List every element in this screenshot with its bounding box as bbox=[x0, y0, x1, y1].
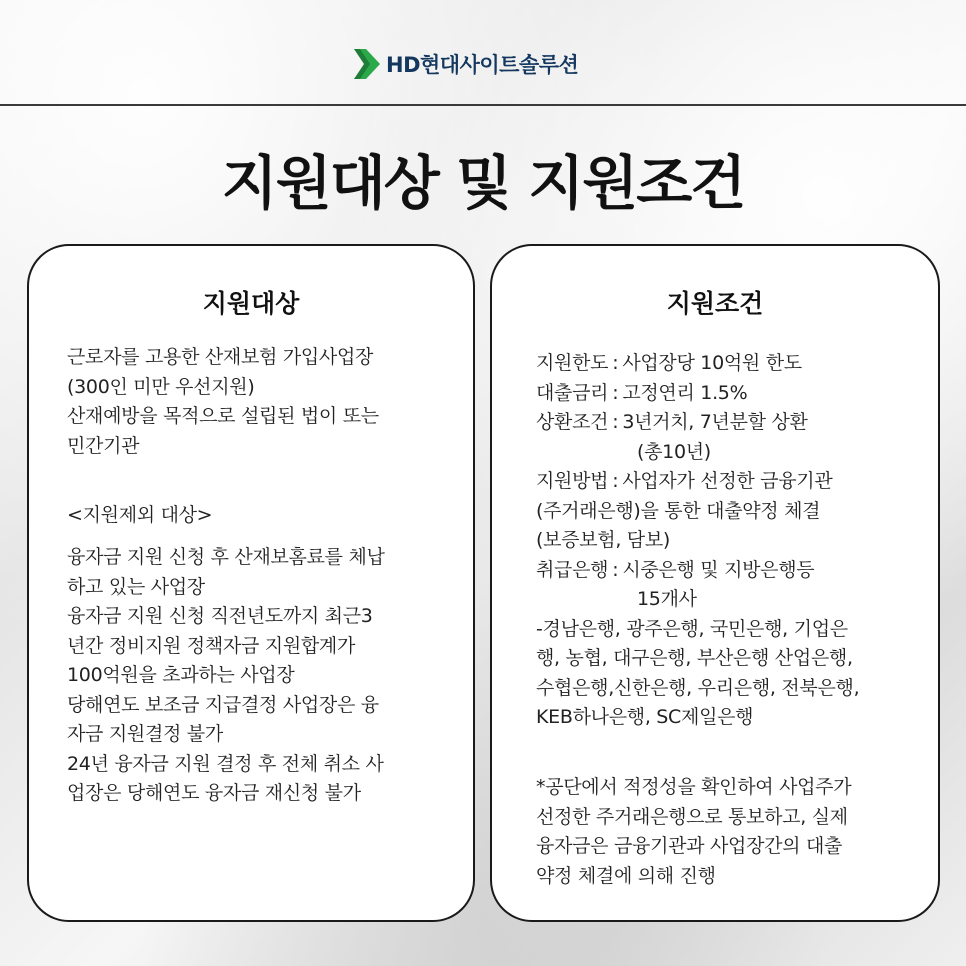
term-value-continued: (보증보험, 담보) bbox=[536, 529, 671, 551]
bank-list-line: 행, 농협, 대구은행, 부산은행 산업은행, bbox=[536, 647, 853, 669]
brand-name: HD현대사이트솔루션 bbox=[386, 53, 579, 77]
eligibility-card bbox=[27, 244, 475, 922]
term-key: 상환조건 bbox=[536, 411, 609, 433]
excluded-line: 24년 융자금 지원 결정 후 전체 취소 사 bbox=[67, 752, 384, 775]
note-line: 약정 체결에 의해 진행 bbox=[536, 864, 716, 887]
header-bar bbox=[0, 0, 966, 106]
excluded-line: 자금 지원결정 불가 bbox=[67, 723, 223, 745]
term-value: 사업장당 10억원 한도 bbox=[622, 352, 802, 374]
term-row-repayment bbox=[536, 408, 859, 438]
eligible-line: 민간기관 bbox=[67, 434, 140, 457]
excluded-line: 100억원을 초과하는 사업장 bbox=[67, 664, 295, 686]
bank-list-line: KEB하나은행, SC제일은행 bbox=[536, 706, 754, 728]
term-separator: : bbox=[612, 381, 619, 404]
term-key: 지원방법 bbox=[536, 470, 609, 492]
note-line: 융자금은 금융기관과 사업장간의 대출 bbox=[536, 835, 843, 857]
logo-chevron-icon bbox=[354, 49, 380, 79]
term-row-rate bbox=[536, 379, 859, 409]
excluded-line: 융자금 지원 신청 후 산재보홈료를 체납 bbox=[67, 546, 385, 568]
bank-list-line: 수협은행,신한은행, 우리은행, 전북은행, bbox=[536, 676, 860, 699]
term-value-continued: 15개사 bbox=[637, 588, 697, 610]
term-separator: : bbox=[612, 352, 619, 374]
term-row-limit bbox=[536, 349, 859, 379]
note-line: 선정한 주거래은행으로 통보하고, 실제 bbox=[536, 805, 848, 828]
term-value: 시중은행 및 지방은행등 bbox=[622, 558, 815, 581]
term-value-continued: (주거래은행)을 통한 대출약정 체결 bbox=[536, 499, 821, 522]
excluded-line: 하고 있는 사업장 bbox=[67, 575, 205, 598]
eligible-line: 근로자를 고용한 산재보험 가입사업장 bbox=[67, 346, 374, 368]
term-value: 사업자가 선정한 금융기관 bbox=[622, 470, 833, 492]
term-key: 대출금리 bbox=[536, 381, 609, 404]
term-key: 취급은행 bbox=[536, 558, 609, 581]
eligible-line: (300인 미만 우선지원) bbox=[67, 375, 255, 398]
term-value: 3년거치, 7년분할 상환 bbox=[622, 411, 808, 433]
excluded-list bbox=[67, 543, 385, 809]
term-key: 지원한도 bbox=[536, 352, 609, 374]
excluded-line: 당해연도 보조금 지급결정 사업장은 융 bbox=[67, 693, 379, 716]
eligible-line: 산재예방을 목적으로 설립된 법이 또는 bbox=[67, 405, 379, 427]
brand-logo[interactable] bbox=[354, 47, 578, 81]
conditions-card bbox=[490, 244, 940, 922]
terms-list bbox=[536, 349, 859, 733]
term-value-continued: (총10년) bbox=[637, 440, 711, 463]
term-row-banks bbox=[536, 556, 859, 586]
excluded-line: 업장은 당해연도 융자금 재신청 불가 bbox=[67, 782, 361, 804]
excluded-line: 년간 정비지원 정책자금 지원합계가 bbox=[67, 634, 356, 657]
term-row-method bbox=[536, 467, 859, 497]
eligible-list bbox=[67, 343, 379, 461]
excluded-line: 융자금 지원 신청 직전년도까지 최근3 bbox=[67, 605, 373, 627]
bank-list-line: -경남은행, 광주은행, 국민은행, 기업은 bbox=[536, 617, 848, 640]
term-value: 고정연리 1.5% bbox=[622, 381, 748, 404]
note-block bbox=[536, 773, 851, 891]
eligibility-card-title: 지원대상 bbox=[202, 289, 300, 318]
excluded-heading-text: <지원제외 대상> bbox=[67, 504, 213, 526]
note-line: *공단에서 적정성을 확인하여 사업주가 bbox=[536, 776, 852, 798]
term-separator: : bbox=[612, 411, 619, 433]
conditions-card-title: 지원조건 bbox=[666, 289, 764, 318]
term-separator: : bbox=[612, 558, 619, 581]
page-title: 지원대상 및 지원조건 bbox=[221, 149, 745, 217]
excluded-heading bbox=[67, 501, 212, 531]
term-separator: : bbox=[612, 470, 619, 492]
